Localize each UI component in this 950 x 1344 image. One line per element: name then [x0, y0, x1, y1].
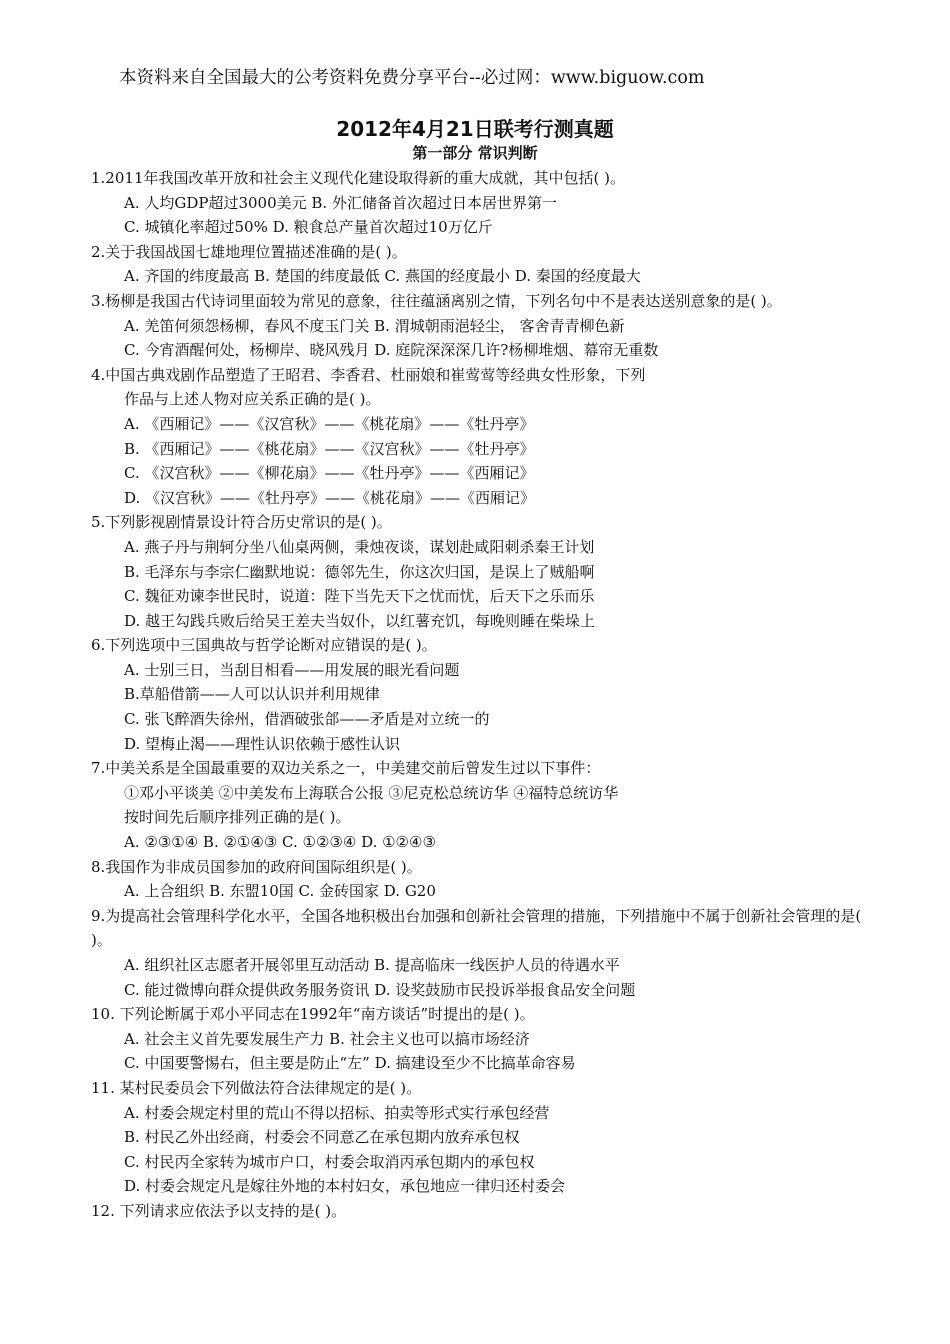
option-line: A. 齐国的纬度最高 B. 楚国的纬度最低 C. 燕国的经度最小 D. 秦国的经度最大 [124, 267, 641, 286]
option-line: B. 《西厢记》——《桃花扇》——《汉宫秋》——《牡丹亭》 [124, 439, 535, 458]
option-line: A. ②③①④ B. ②①④③ C. ①②③④ D. ①②④③ [124, 833, 436, 852]
option-line: B. 村民乙外出经商，村委会不同意乙在承包期内放弃承包权 [124, 1128, 520, 1147]
question-stem: 8.我国作为非成员国参加的政府间国际组织是( )。 [91, 857, 422, 876]
option-line: D. 《汉宫秋》——《牡丹亭》——《桃花扇》——《西厢记》 [124, 488, 536, 507]
question-stem: 9.为提高社会管理科学化水平，全国各地积极出台加强和创新社会管理的措施，下列措施中不属于创新社会管理的是( )。 [91, 906, 862, 950]
option-line: C. 中国要警惕右，但主要是防止“左” D. 搞建设至少不比搞革命容易 [124, 1054, 576, 1073]
question-stem: 10. 下列论断属于邓小平同志在1992年“南方谈话”时提出的是( )。 [91, 1005, 535, 1024]
question-stem: 3.杨柳是我国古代诗词里面较为常见的意象，往往蕴涵离别之情，下列名句中不是表达送别意象的是( )。 [91, 291, 782, 310]
question-stem: 12. 下列请求应依法予以支持的是( )。 [91, 1201, 347, 1220]
option-line: A. 社会主义首先要发展生产力 B. 社会主义也可以搞市场经济 [124, 1029, 530, 1048]
option-line: D. 越王勾践兵败后给吴王差夫当奴仆，以红薯充饥，每晚则睡在柴垛上 [124, 611, 596, 630]
question-stem: 6.下列选项中三国典故与哲学论断对应错误的是( )。 [91, 636, 437, 655]
option-line: B. 毛泽东与李宗仁幽默地说：德邻先生，你这次归国，是误上了贼船啊 [124, 562, 595, 581]
option-line: A. 上合组织 B. 东盟10国 C. 金砖国家 D. G20 [124, 882, 436, 901]
question-stem: 11. 某村民委员会下列做法符合法律规定的是( )。 [91, 1078, 422, 1097]
option-line: A. 士别三日，当刮目相看——用发展的眼光看问题 [124, 660, 460, 679]
option-line: A. 羌笛何须怨杨柳，春风不度玉门关 B. 渭城朝雨浥轻尘， 客舍青青柳色新 [124, 316, 625, 335]
option-line: C. 能过微博向群众提供政务服务资讯 D. 设奖鼓励市民投诉举报食品安全问题 [124, 980, 636, 999]
option-line: C. 今宵酒醒何处，杨柳岸、晓风残月 D. 庭院深深深几许?杨柳堆烟、幕帘无重数 [124, 341, 659, 360]
option-line: C. 张飞醉酒失徐州，借酒破张郃——矛盾是对立统一的 [124, 710, 490, 729]
option-line: C. 《汉宫秋》——《柳花扇》——《牡丹亭》——《西厢记》 [124, 464, 535, 483]
option-line: C. 村民丙全家转为城市户口，村委会取消丙承包期内的承包权 [124, 1152, 535, 1171]
source-header: 本资料来自全国最大的公考资料免费分享平台--必过网：www.biguow.com [119, 68, 705, 88]
question-stem-continued: ①邓小平谈美 ②中美发布上海联合公报 ③尼克松总统访华 ④福特总统访华 [124, 783, 619, 802]
document-title: 2012年4月21日联考行测真题 [336, 117, 614, 141]
question-stem-continued: 按时间先后顺序排列正确的是( )。 [124, 808, 351, 827]
question-stem: 4.中国古典戏剧作品塑造了王昭君、李香君、杜丽娘和崔莺莺等经典女性形象，下列 [91, 365, 646, 384]
question-stem: 1.2011年我国改革开放和社会主义现代化建设取得新的重大成就，其中包括( )。 [91, 169, 625, 187]
section-heading: 第一部分 常识判断 [412, 144, 538, 162]
option-line: A. 组织社区志愿者开展邻里互动活动 B. 提高临床一线医护人员的待遇水平 [124, 956, 620, 974]
option-line: A. 《西厢记》——《汉宫秋》——《桃花扇》——《牡丹亭》 [124, 414, 535, 433]
option-line: C. 魏征劝谏李世民时，说道：陛下当先天下之忧而忧，后天下之乐而乐 [124, 587, 595, 606]
option-line: B.草船借箭——人可以认识并利用规律 [124, 685, 380, 704]
question-stem: 5.下列影视剧情景设计符合历史常识的是( )。 [91, 513, 392, 532]
option-line: A. 燕子丹与荆轲分坐八仙桌两侧，秉烛夜谈，谋划赴咸阳刺杀秦王计划 [124, 537, 595, 556]
option-line: A. 人均GDP超过3000美元 B. 外汇储备首次超过日本居世界第一 [124, 193, 557, 212]
option-line: C. 城镇化率超过50% D. 粮食总产量首次超过10万亿斤 [124, 218, 493, 237]
question-stem: 7.中美关系是全国最重要的双边关系之一，中美建交前后曾发生过以下事件： [91, 759, 601, 778]
question-stem: 2.关于我国战国七雄地理位置描述准确的是( )。 [91, 242, 407, 261]
option-line: D. 村委会规定凡是嫁往外地的本村妇女，承包地应一律归还村委会 [124, 1177, 566, 1196]
question-stem-continued: 作品与上述人物对应关系正确的是( )。 [124, 390, 381, 409]
question-list [91, 166, 871, 1224]
option-line: A. 村委会规定村里的荒山不得以招标、拍卖等形式实行承包经营 [124, 1103, 550, 1122]
option-line: D. 望梅止渴——理性认识依赖于感性认识 [124, 734, 401, 753]
